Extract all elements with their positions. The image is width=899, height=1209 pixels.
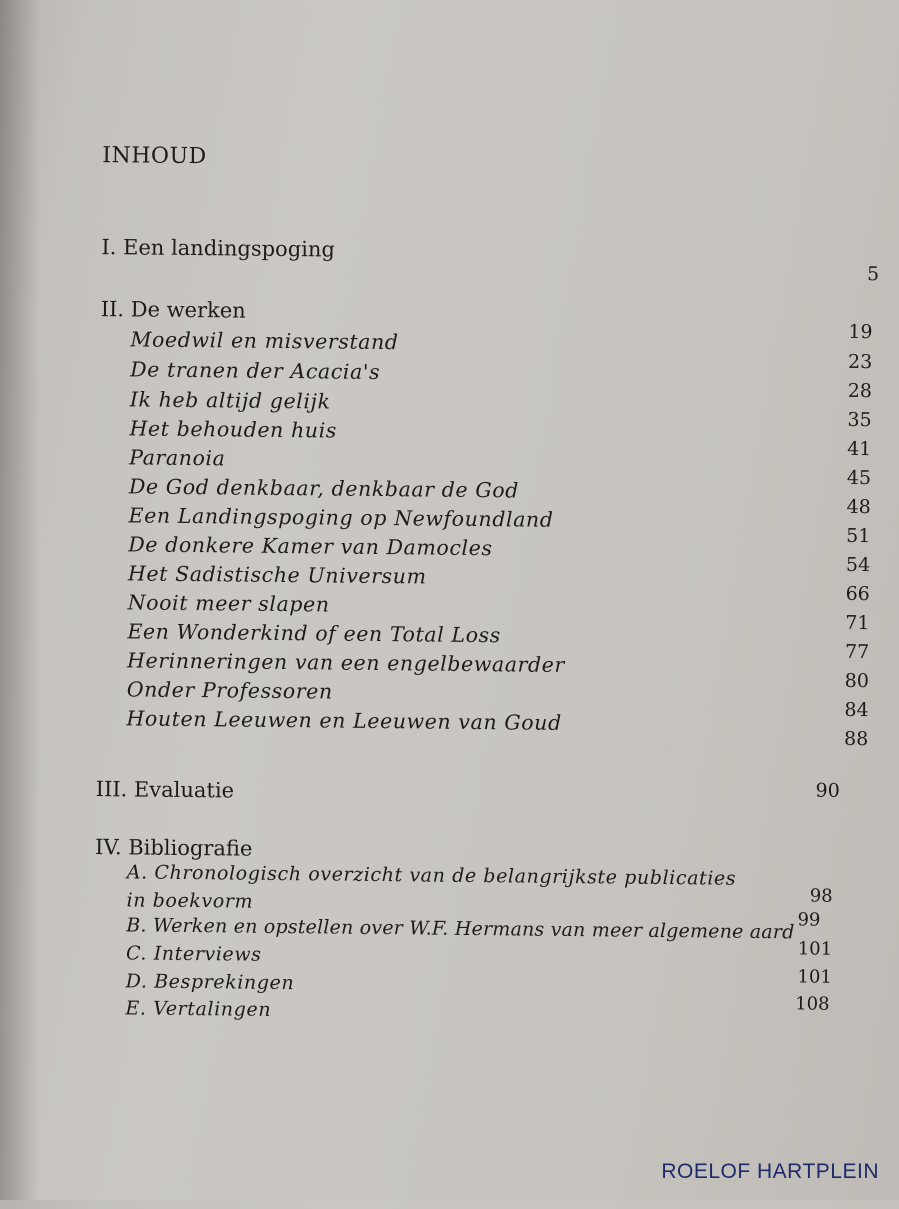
bib-entry: in boekvorm — [126, 889, 254, 913]
toc-entry: Een Wonderkind of een Total Loss — [127, 619, 502, 648]
toc-page: 35 — [847, 408, 872, 432]
bib-page: 101 — [797, 938, 833, 960]
toc-page: 80 — [844, 669, 870, 693]
toc-entry: Houten Leeuwen en Leeuwen van Goud — [126, 706, 562, 735]
toc-entry: Een Landingspoging op Newfoundland — [128, 503, 554, 532]
bib-page: 101 — [797, 966, 832, 988]
bib-entry: B. Werken en opstellen over W.F. Hermans van meer algemene aard — [126, 914, 795, 944]
toc-page: 66 — [845, 582, 870, 606]
toc-page: 71 — [845, 611, 870, 635]
toc-page: 51 — [846, 524, 871, 548]
section-1-title: I. Een landingspoging — [101, 235, 336, 262]
section-3-page: 90 — [815, 779, 840, 802]
toc-page: 84 — [844, 698, 869, 722]
toc-entry: De donkere Kamer van Damocles — [128, 532, 493, 561]
toc-page: 41 — [847, 437, 872, 461]
section-2-title: II. De werken — [100, 297, 246, 323]
toc-entry: Onder Professoren — [126, 677, 333, 704]
toc-page: 28 — [847, 379, 873, 403]
bib-page: 108 — [795, 993, 830, 1015]
section-4-title: IV. Bibliografie — [95, 835, 253, 861]
toc-page: 54 — [845, 553, 871, 577]
toc-page: 19 — [848, 320, 873, 344]
bib-entry: A. Chronologisch overzicht van de belangrijkste publicaties — [126, 861, 737, 890]
bib-page: 99 — [797, 909, 821, 931]
publisher-stamp: ROELOF HARTPLEIN — [661, 1160, 879, 1183]
toc-entry: Het Sadistische Universum — [127, 561, 427, 589]
toc-page: 77 — [844, 640, 870, 664]
bib-page: 98 — [809, 885, 833, 907]
toc-entry: Paranoia — [129, 445, 226, 471]
toc-page: 48 — [846, 495, 871, 519]
toc-entry: Het behouden huis — [129, 416, 338, 443]
toc-entry: Nooit meer slapen — [127, 590, 330, 617]
toc-page: 88 — [844, 727, 869, 751]
toc-entry: Ik heb altijd gelijk — [129, 387, 331, 414]
toc-entry: Herinneringen van een engelbewaarder — [126, 648, 565, 677]
bib-entry: E. Vertalingen — [125, 997, 272, 1021]
section-3-title: III. Evaluatie — [95, 777, 235, 803]
toc-page: 23 — [847, 350, 873, 374]
toc-entry: De God denkbaar, denkbaar de God — [128, 474, 520, 503]
toc-entry: De tranen der Acacia's — [130, 357, 381, 385]
page-title: INHOUD — [102, 143, 207, 170]
bib-entry: D. Besprekingen — [125, 970, 295, 995]
toc-page: 45 — [846, 466, 872, 490]
bib-entry: C. Interviews — [125, 942, 262, 966]
section-1-page: 5 — [866, 263, 880, 286]
toc-entry: Moedwil en misverstand — [130, 327, 399, 355]
